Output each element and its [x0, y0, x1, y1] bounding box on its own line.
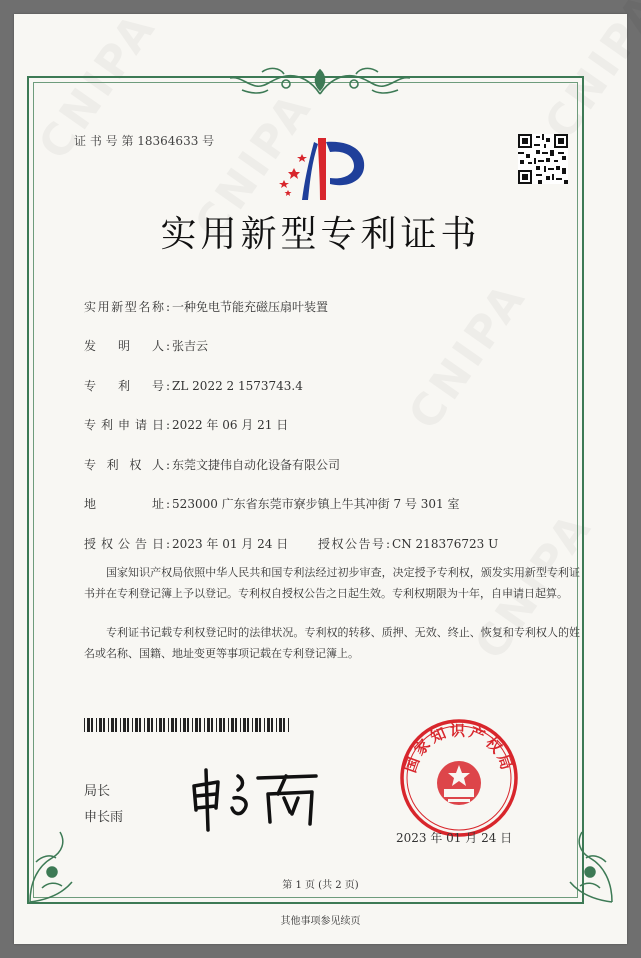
director-name: 申长雨	[84, 810, 124, 825]
field-patent-number: 专 利 号 : ZL 2022 2 1573743.4	[84, 379, 303, 393]
field-grant-date: 授权公告日 : 2023 年 01 月 24 日	[84, 537, 289, 551]
page-number: 第 1 页 (共 2 页)	[282, 880, 359, 891]
field-value: 523000 广东省东莞市寮步镇上牛其冲街 7 号 301 室	[172, 497, 460, 511]
legal-status-paragraph: 专利证书记载专利权登记时的法律状况。专利权的转移、质押、无效、终止、恢复和专利权人的姓名或名称、国籍、地址变更等事项记载在专利登记簿上。	[84, 626, 580, 660]
field-inventor: 发 明 人 : 张吉云	[84, 339, 209, 353]
field-announcement-number: 授权公告号 : CN 218376723 U	[318, 537, 499, 551]
qr-code-icon	[518, 134, 568, 184]
field-label: 专利申请日	[84, 418, 164, 432]
field-value: ZL 2022 2 1573743.4	[172, 379, 303, 393]
field-application-date: 专利申请日 : 2022 年 06 月 21 日	[84, 418, 289, 432]
barcode-icon	[84, 718, 292, 732]
seal-text: 国家知识产权局	[401, 721, 517, 775]
corner-ornament-icon	[560, 822, 620, 908]
certificate-number: 证 书 号 第 18364633 号	[74, 134, 215, 148]
field-value: CN 218376723 U	[392, 537, 499, 551]
cnipa-logo-icon	[274, 134, 370, 204]
certificate-title: 实用新型专利证书	[160, 214, 481, 255]
field-value: 2022 年 06 月 21 日	[172, 418, 289, 432]
field-label: 授权公告日	[84, 537, 164, 551]
field-utility-model-name: 实用新型名称 : 一种免电节能充磁压扇叶装置	[84, 300, 329, 314]
director-title: 局长	[84, 784, 111, 799]
field-value: 东莞文捷伟自动化设备有限公司	[172, 458, 341, 472]
field-value: 2023 年 01 月 24 日	[172, 537, 289, 551]
field-address: 地 址 : 523000 广东省东莞市寮步镇上牛其冲街 7 号 301 室	[84, 497, 460, 511]
field-label: 地 址	[84, 497, 164, 511]
director-signature	[188, 764, 328, 834]
official-seal	[398, 717, 520, 839]
field-value: 一种免电节能充磁压扇叶装置	[172, 300, 329, 314]
corner-ornament-icon	[22, 822, 82, 908]
field-label: 发 明 人	[84, 339, 164, 353]
field-label: 专 利 号	[84, 379, 164, 393]
field-label: 专 利 权 人	[84, 458, 164, 472]
field-label: 授权公告号	[318, 537, 384, 551]
field-value: 张吉云	[172, 339, 209, 353]
top-ornament-icon	[222, 64, 418, 98]
field-patentee: 专 利 权 人 : 东莞文捷伟自动化设备有限公司	[84, 458, 341, 472]
seal-date: 2023 年 01 月 24 日	[396, 831, 513, 845]
grant-paragraph: 国家知识产权局依照中华人民共和国专利法经过初步审查，决定授予专利权，颁发实用新型专利证书并在专利登记簿上予以登记。专利权自授权公告之日起生效。专利权期限为十年，自申请日起算。	[84, 566, 580, 600]
field-label: 实用新型名称	[84, 300, 164, 314]
footer-note: 其他事项参见续页	[280, 916, 361, 927]
